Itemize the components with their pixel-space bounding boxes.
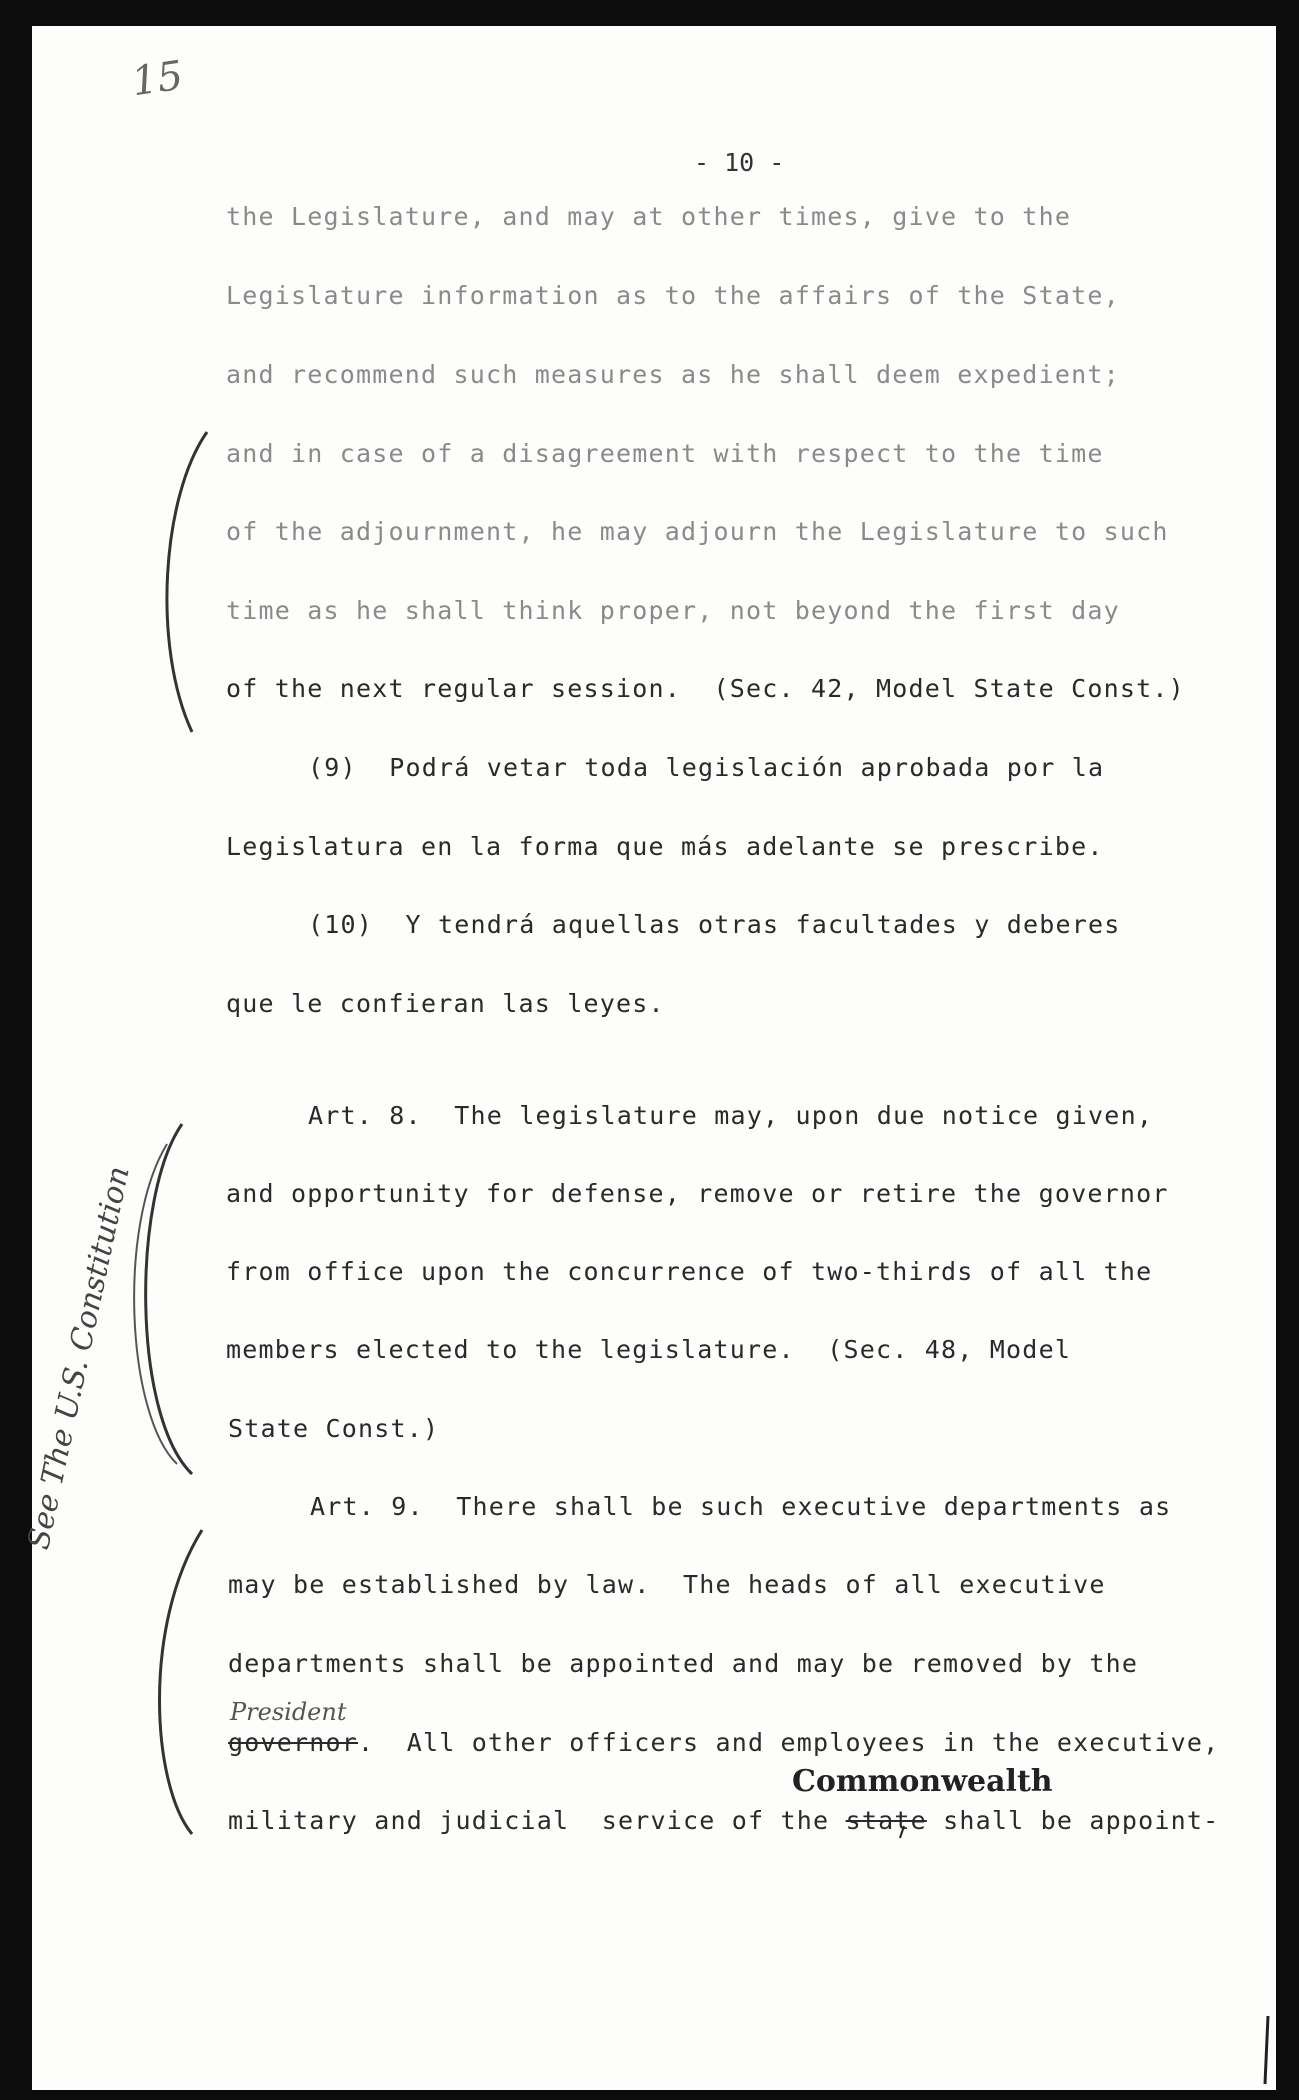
text-line: the Legislature, and may at other times, give to the (226, 202, 1072, 231)
caret-mark (900, 1826, 904, 1838)
text-line: time as he shall think proper, not beyond the first day (226, 596, 1120, 625)
margin-note: See The U.S. Constitution (21, 1163, 137, 1553)
bracket-mark (167, 432, 207, 732)
struck-word: state (845, 1806, 927, 1835)
handwritten-president: President (230, 1698, 347, 1726)
text-line: que le confieran las leyes. (226, 989, 665, 1018)
corner-mark: 15 (129, 52, 186, 106)
text-line: of the next regular session. (Sec. 42, Model State Const.) (226, 674, 1185, 703)
text-fragment: . All other officers and employees in the executive, (358, 1728, 1220, 1757)
text-line: (9) Podrá vetar toda legislación aprobada por la (308, 753, 1105, 782)
document-page (21, 26, 1276, 2090)
text-line: from office upon the concurrence of two-thirds of all the (226, 1257, 1153, 1286)
handwritten-commonwealth: Commonwealth (792, 1764, 1053, 1799)
text-line: may be established by law. The heads of all executive (228, 1570, 1106, 1599)
text-line: Legislature information as to the affairs of the State, (226, 281, 1120, 310)
pencil-brackets (32, 26, 1276, 2090)
text-line: Art. 9. There shall be such executive departments as (310, 1492, 1172, 1521)
page-number: - 10 - (694, 148, 785, 177)
text-line: Art. 8. The legislature may, upon due notice given, (308, 1101, 1154, 1130)
text-line: and opportunity for defense, remove or retire the governor (226, 1179, 1169, 1208)
text-line: Legislatura en la forma que más adelante se prescribe. (226, 832, 1104, 861)
text-line: departments shall be appointed and may be removed by the (228, 1649, 1139, 1678)
text-line: and in case of a disagreement with respect to the time (226, 439, 1104, 468)
text-fragment: shall be appoint- (926, 1806, 1220, 1835)
bracket-mark (160, 1530, 203, 1834)
struck-word: governor (228, 1728, 359, 1757)
text-line: and recommend such measures as he shall deem expedient; (226, 360, 1120, 389)
edge-mark (1265, 2016, 1268, 2084)
text-line: State Const.) (228, 1414, 440, 1443)
text-line: of the adjournment, he may adjourn the Legislature to such (226, 517, 1169, 546)
text-line: members elected to the legislature. (Sec. 48, Model (226, 1335, 1072, 1364)
text-fragment: military and judicial service of the (228, 1806, 846, 1835)
text-line: (10) Y tendrá aquellas otras facultades y deberes (308, 910, 1121, 939)
